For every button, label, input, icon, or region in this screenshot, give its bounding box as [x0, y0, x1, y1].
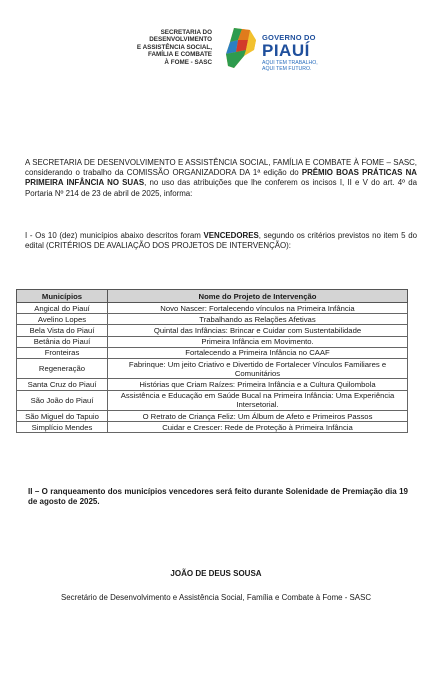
municipality-cell: Avelino Lopes [17, 314, 108, 325]
municipality-cell: Fronteiras [17, 347, 108, 358]
piaui-map-logo-icon [220, 26, 260, 72]
gov-slogan-line: AQUI TEM FUTURO. [262, 66, 312, 72]
table-row [17, 336, 408, 347]
column-header-municipios: Municípios [17, 290, 108, 303]
intro-text-2: , no uso das atribuições que lhe conferem os incisos I, II e V do art. 4º da Portaria Nº 214 de 23 de abril de 2025, informa: [25, 178, 417, 198]
project-cell: O Retrato de Criança Feliz: Um Álbum de Afeto e Primeiros Passos [108, 411, 408, 422]
gov-state-name: PIAUÍ [262, 41, 310, 60]
sasc-line: E ASSISTÊNCIA SOCIAL, [136, 43, 212, 51]
item-one-text-1: I - Os 10 (dez) municípios abaixo descritos foram [25, 231, 204, 240]
municipality-cell: São João do Piauí [17, 390, 108, 410]
project-cell: Cuidar e Crescer: Rede de Proteção à Primeira Infância [108, 422, 408, 433]
sasc-name [108, 29, 212, 66]
gov-piaui-brand [262, 33, 352, 72]
project-cell: Quintal das Infâncias: Brincar e Cuidar com Sustentabilidade [108, 325, 408, 336]
sasc-line: DESENVOLVIMENTO [149, 36, 212, 44]
sasc-line: SECRETARIA DO [160, 29, 212, 36]
table-row [17, 422, 408, 433]
table-row [17, 359, 408, 379]
item-one-text-2: , segundo os critérios previstos no item 5 do edital (CRITÉRIOS DE AVALIAÇÃO DOS PROJETOS DE INTERVENÇÃO): [25, 231, 417, 251]
signer-name: JOÃO DE DEUS SOUSA [170, 569, 262, 578]
municipality-cell: Betânia do Piauí [17, 336, 108, 347]
item-one-paragraph [25, 231, 417, 251]
municipality-cell: Angical do Piauí [17, 303, 108, 314]
project-cell: Trabalhando as Relações Afetivas [108, 314, 408, 325]
project-cell: Novo Nascer: Fortalecendo vínculos na Primeira Infância [108, 303, 408, 314]
signer-role: Secretário de Desenvolvimento e Assistência Social, Família e Combate à Fome - SASC [60, 593, 372, 602]
column-header-projeto: Nome do Projeto de Intervenção [108, 290, 408, 303]
award-name: PRÊMIO BOAS PRÁTICAS NA PRIMEIRA INFÂNCIA NO SUAS [25, 168, 417, 188]
table-row [17, 314, 408, 325]
winners-word: VENCEDORES [203, 231, 259, 240]
table-row [17, 303, 408, 314]
table-row [17, 411, 408, 422]
municipality-cell: Simplício Mendes [17, 422, 108, 433]
gov-slogan [262, 60, 352, 72]
municipality-cell: Santa Cruz do Piauí [17, 379, 108, 390]
gov-top-text: GOVERNO DO [262, 33, 316, 42]
item-two-paragraph: II – O ranqueamento dos municípios vencedores será feito durante Solenidade de Premiação dia 19 de agosto de 2025. [28, 487, 408, 507]
sasc-line: FAMÍLIA E COMBATE [147, 51, 212, 59]
gov-slogan-line: AQUI TEM TRABALHO, [262, 60, 318, 66]
intro-text-1: A SECRETARIA DE DESENVOLVIMENTO E ASSISTÊNCIA SOCIAL, FAMÍLIA E COMBATE À FOME – SASC, considerando o trabalho da COMISSÃO ORGANIZADORA DA 1ª edição do [25, 158, 417, 178]
project-cell: Assistência e Educação em Saúde Bucal na Primeira Infância: Uma Experiência Intersetorial. [108, 390, 408, 410]
table-row [17, 325, 408, 336]
municipality-cell: São Miguel do Tapuio [17, 411, 108, 422]
project-cell: Primeira Infância em Movimento. [108, 336, 408, 347]
winners-table [16, 289, 408, 433]
table-row [17, 379, 408, 390]
intro-paragraph [25, 158, 417, 199]
project-cell: Fortalecendo a Primeira Infância no CAAF [108, 347, 408, 358]
municipality-cell: Bela Vista do Piauí [17, 325, 108, 336]
project-cell: Histórias que Criam Raízes: Primeira Infância e a Cultura Quilombola [108, 379, 408, 390]
municipality-cell: Regeneração [17, 359, 108, 379]
table-row [17, 347, 408, 358]
table-header-row [17, 290, 408, 303]
sasc-line: À FOME - SASC [164, 58, 212, 66]
table-row [17, 390, 408, 410]
letterhead [108, 26, 348, 86]
project-cell: Fabrinque: Um jeito Criativo e Divertido de Fortalecer Vínculos Familiares e Comunitários [108, 359, 408, 379]
